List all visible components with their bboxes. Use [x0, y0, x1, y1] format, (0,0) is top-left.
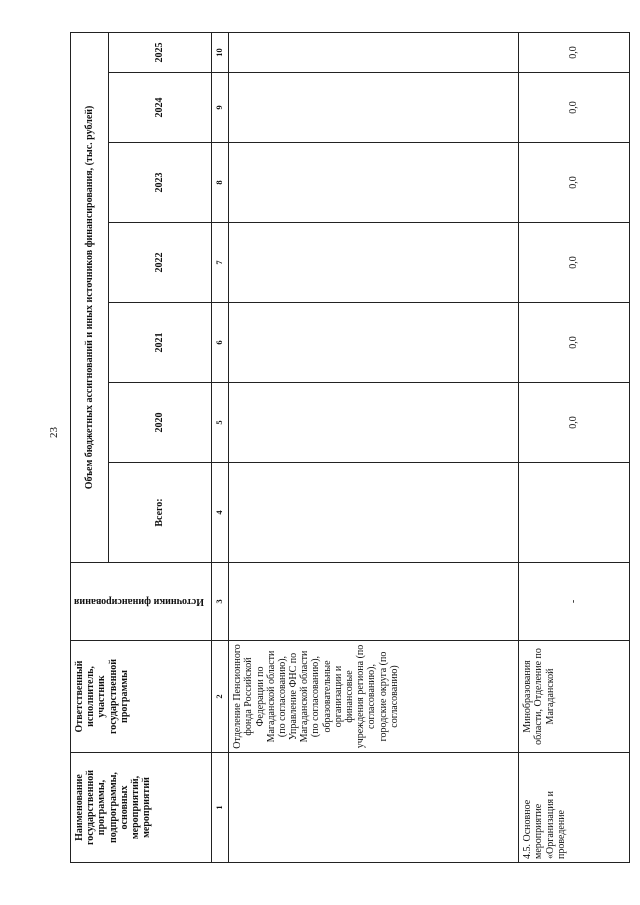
column-number: 4 [212, 463, 229, 563]
row-value: 0,0 [519, 223, 630, 303]
row-value [229, 143, 519, 223]
row-value: 0,0 [519, 383, 630, 463]
row-value [229, 73, 519, 143]
header-program-name: Наименование государственной программы, подпрограммы, основных мероприятий, мероприятий [71, 753, 212, 863]
header-sources-cell [71, 563, 212, 641]
header-year-2020: 2020 [108, 383, 212, 463]
row-name [229, 753, 519, 863]
document-table-wrapper [70, 33, 630, 863]
row-value: 0,0 [519, 73, 630, 143]
header-year-2022: 2022 [108, 223, 212, 303]
row-source [229, 563, 519, 641]
page-number: 23 [48, 427, 60, 438]
financing-table [70, 32, 630, 863]
row-total [229, 463, 519, 563]
row-value: 0,0 [519, 303, 630, 383]
column-numbers-row [212, 32, 229, 862]
column-number: 9 [212, 73, 229, 143]
column-number: 8 [212, 143, 229, 223]
column-number: 2 [212, 641, 229, 753]
row-executor: Минобразования области, Отделение по Магаданской [519, 641, 630, 753]
row-name: 4.5. Основное мероприятие «Организация и проведение [519, 753, 630, 863]
table-row [229, 32, 519, 862]
column-number: 6 [212, 303, 229, 383]
row-executor: Отделение Пенсионного фонда Российской Федерации по Магаданской области (по согласованию), Управление ФНС по Магаданской области (по согласованию), образовательные организации и финансовые учреждения региона (по согласованию), городские округа (по согласованию) [229, 641, 519, 753]
row-value: 0,0 [519, 32, 630, 72]
row-source: - [519, 563, 630, 641]
row-value [229, 32, 519, 72]
header-year-2024: 2024 [108, 73, 212, 143]
row-total [519, 463, 630, 563]
header-year-2021: 2021 [108, 303, 212, 383]
table-row [519, 32, 630, 862]
row-value [229, 223, 519, 303]
header-year-2025: 2025 [108, 32, 212, 72]
header-sources: Источники финансирования [74, 596, 204, 608]
row-value [229, 303, 519, 383]
header-total: Всего: [108, 463, 212, 563]
header-year-2023: 2023 [108, 143, 212, 223]
row-value [229, 383, 519, 463]
column-number: 5 [212, 383, 229, 463]
column-number: 7 [212, 223, 229, 303]
header-finance-group: Объем бюджетных ассигнований и иных источников финансирования, (тыс. рублей) [71, 32, 109, 562]
column-number: 10 [212, 32, 229, 72]
row-value: 0,0 [519, 143, 630, 223]
header-executor: Ответственный исполнитель, участник государственной программы [71, 641, 212, 753]
column-number: 1 [212, 753, 229, 863]
column-number: 3 [212, 563, 229, 641]
